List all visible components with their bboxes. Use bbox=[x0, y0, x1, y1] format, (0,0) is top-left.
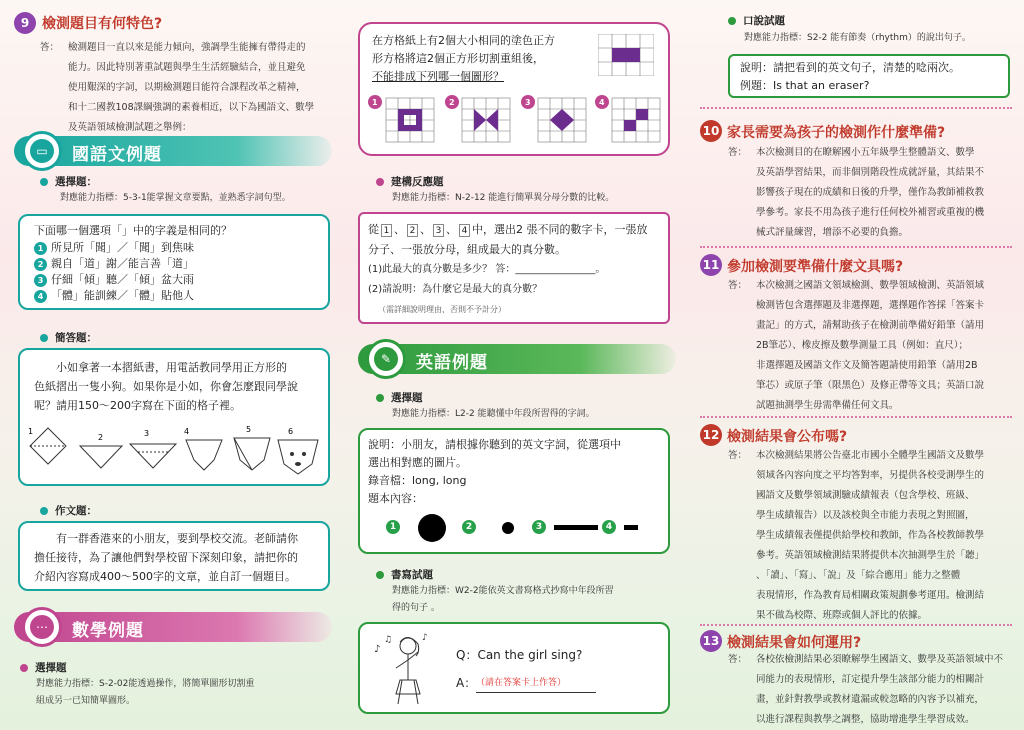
option-2-number: 2 bbox=[462, 520, 476, 534]
svg-text:1: 1 bbox=[28, 427, 34, 436]
question-12-answer: 答： 本次檢測結果將公告臺北市國小全體學生國語文及數學 領域各內容向度之平均答對率，另提供各校受測學生的 國語文及數學領域測驗成績報表（包含學校、班級、 學生成績報告）以及該校與全市能力表現之對照圖， 學生成績報表僅提供給學校和教師，作為各校教師教學 參考。英語領域檢測結果將提供本次抽測學生於「聽」 、「讀」、「寫」、「說」及「綜合應用」能力之整體 表現情形，作為教育局相關政策規劃參考運用。檢測結 果不做為校際、班際或個人評比的依據。 bbox=[728, 450, 985, 621]
grid-figure-given bbox=[598, 34, 654, 76]
speech-bubble-icon: ▭ bbox=[22, 131, 62, 171]
chinese-choice-box bbox=[18, 214, 330, 310]
chinese-essay-label: 作文題： bbox=[40, 503, 97, 518]
oral-example: 例題：Is that an eraser? bbox=[740, 79, 870, 92]
svg-text:2: 2 bbox=[449, 98, 455, 107]
chinese-essay-box bbox=[18, 521, 330, 591]
question-9-answer bbox=[40, 38, 340, 138]
svg-text:4: 4 bbox=[599, 98, 605, 107]
svg-text:2: 2 bbox=[98, 433, 104, 442]
question-12-title: 檢測結果會公布嗎? bbox=[727, 429, 848, 445]
oral-explain: 說明：請把看到的英文句子，清楚的唸兩次。 bbox=[740, 61, 960, 74]
english-oral-indicator: 對應能力指標：S2-2 能有節奏（rhythm）的說出句子。 bbox=[744, 33, 971, 43]
long-line-picture bbox=[554, 525, 598, 530]
question-11-title: 參加檢測要準備什麼文具嗎? bbox=[727, 259, 904, 275]
writing-answer-label: A： bbox=[456, 676, 477, 690]
question-11-number: 11 bbox=[700, 254, 722, 276]
question-9-number: 9 bbox=[14, 12, 36, 34]
answer-line: 檢測題目一直以來是能力傾向，強調學生能擁有帶得走的 bbox=[68, 42, 306, 53]
english-choice-box bbox=[358, 428, 670, 554]
answer-line: 和十二國教108課綱強調的素養相近，以下為國語文、數學 bbox=[68, 102, 315, 113]
english-oral-box bbox=[728, 54, 1010, 98]
question-13-number: 13 bbox=[700, 630, 722, 652]
english-section-title: 英語例題 bbox=[416, 353, 488, 373]
english-writing-box bbox=[358, 622, 670, 714]
pencil-icon: ✎ bbox=[366, 339, 406, 379]
question-13-title: 檢測結果會如何運用? bbox=[727, 635, 862, 651]
answer-line: 使用艱深的字詞，以期檢測題目能符合課程改革之精神， bbox=[68, 82, 306, 93]
question-10-number: 10 bbox=[700, 120, 722, 142]
svg-text:6: 6 bbox=[288, 427, 294, 436]
english-section-banner bbox=[358, 344, 676, 374]
english-choice-label: 選擇題 bbox=[376, 390, 423, 405]
option-1-number: 1 bbox=[386, 520, 400, 534]
short-question: 小如拿著一本摺紙書，用電話教同學用正方形的 色紙摺出一隻小狗。如果你是小如，你會怎麼跟同學說 呢？請用150～200字寫在下面的格子裡。 bbox=[34, 361, 298, 412]
option-1: 1 所見所「聞」／「聞」到焦味 bbox=[34, 240, 194, 256]
grid-options bbox=[368, 94, 664, 146]
option-4: 4 「體」能訓練／「體」貼他人 bbox=[34, 288, 194, 304]
singing-girl-illustration bbox=[370, 632, 440, 708]
svg-text:5: 5 bbox=[246, 425, 252, 434]
svg-text:1: 1 bbox=[372, 98, 378, 107]
chinese-short-box bbox=[18, 348, 330, 486]
english-choice-question: 說明：小朋友，請根據你聽到的英文字詞，從選項中 選出相對應的圖片。 錄音檔：long, long 題本內容： bbox=[368, 438, 621, 505]
math-section-title: 數學例題 bbox=[72, 621, 144, 641]
english-choice-indicator: 對應能力指標：L2-2 能聽懂中年段所習得的字詞。 bbox=[392, 409, 595, 419]
question-13-answer: 答： 各校依檢測結果必須瞭解學生國語文、數學及英語領域中不 同能力的表現情形，訂定提升學生該部分能力的相關計 畫，並針對教學或教材遺漏或較忽略的內容予以補充， 以進行課程與教學之調整，協助增進學生學習成效。 bbox=[728, 654, 1004, 725]
essay-question: 有一群香港來的小朋友，要到學校交流。老師請你 擔任接待，為了讓他們對學校留下深刻印象，請把你的 介紹內容寫成400～500字的文章，並自訂一個題目。 bbox=[34, 532, 298, 583]
origami-steps-illustration bbox=[26, 424, 326, 482]
svg-text:♪: ♪ bbox=[422, 633, 428, 643]
writing-question: Q：Can the girl sing? bbox=[456, 648, 583, 662]
small-circle-picture bbox=[502, 522, 514, 534]
question-9-title: 檢測題目有何特色? bbox=[42, 16, 163, 32]
question-12-number: 12 bbox=[700, 424, 722, 446]
chinese-section-title: 國語文例題 bbox=[72, 145, 162, 165]
chinese-choice-label: 選擇題： bbox=[40, 174, 97, 189]
option-2: 2 親自「道」謝／能言善「道」 bbox=[34, 256, 194, 272]
question-10-title: 家長需要為孩子的檢測作什麼準備? bbox=[727, 125, 946, 141]
chinese-short-label: 簡答題： bbox=[40, 330, 97, 345]
math-choice-indicator: 對應能力指標：S-2-02能透過操作，將簡單圖形切割重 組成另一已知簡單圖形。 bbox=[36, 679, 255, 706]
english-writing-label: 書寫試題 bbox=[376, 567, 433, 582]
answer-line: 及英語領域檢測試題之舉例： bbox=[68, 122, 192, 133]
math-choice-question: 在方格紙上有2個大小相同的塗色正方 形方格將這2個正方形切割重組後， 不能排成下列哪一個圖形？ bbox=[372, 34, 555, 83]
svg-text:♪: ♪ bbox=[374, 644, 381, 655]
share-icon: ⋯ bbox=[22, 607, 62, 647]
bullet-dot-icon bbox=[40, 178, 48, 186]
math-construct-box bbox=[358, 212, 670, 324]
svg-text:3: 3 bbox=[144, 429, 150, 438]
math-construct-indicator: 對應能力指標：N-2-12 能進行簡單異分母分數的比較。 bbox=[392, 193, 615, 203]
math-choice-label: 選擇題 bbox=[20, 660, 67, 675]
choice-options bbox=[34, 240, 194, 304]
math-section-banner bbox=[14, 612, 332, 642]
option-4-number: 4 bbox=[602, 520, 616, 534]
math-choice-box bbox=[358, 22, 670, 156]
chinese-choice-indicator: 對應能力指標：5-3-1能掌握文章要點，並熟悉字詞句型。 bbox=[60, 193, 291, 203]
chinese-section-banner bbox=[14, 136, 332, 166]
english-writing-indicator: 對應能力指標：W2-2能依英文書寫格式抄寫中年段所習 得的句子 。 bbox=[392, 586, 614, 613]
math-construct-label: 建構反應題 bbox=[376, 174, 444, 189]
big-circle-picture bbox=[418, 514, 446, 542]
choice-question: 下面哪一個選項「」中的字義是相同的？ bbox=[34, 224, 232, 237]
writing-answer-hint: （請在答案卡上作答） bbox=[476, 674, 596, 693]
svg-text:4: 4 bbox=[184, 427, 190, 436]
option-3: 3 仔細「傾」聽／「傾」盆大雨 bbox=[34, 272, 194, 288]
answer-line: 能力。因此特別著重試題與學生生活經驗結合，並且避免 bbox=[68, 62, 306, 73]
construct-question: 從 1 、 2 、 3 、 4 中，選出2 張不同的數字卡，一張放 分子、一張放分母，組成最大的真分數。 (1)此最大的真分數是多少？ 答：________________。 (2)請說明：為什麼它是最大的真分數？ （需詳細說明理由，否則不予計分） bbox=[368, 223, 648, 314]
english-picture-options bbox=[386, 514, 646, 542]
question-11-answer: 答： 本次檢測之國語文領域檢測、數學領域檢測、英語領域 檢測皆包含選擇題及非選擇題，選擇題作答採「答案卡 畫記」的方式，請幫助孩子在檢測前準備好鉛筆（請用 2B筆芯）、橡皮擦及數學測量工具（例如：直尺）； 非選擇題及國語文作文及簡答題請使用鉛筆（請用2B 筆芯）或原子筆（限黑色）及修正帶等文具；英語口說 試題抽測學生毋需準備任何文具。 bbox=[728, 280, 985, 411]
svg-text:3: 3 bbox=[525, 98, 531, 107]
option-3-number: 3 bbox=[532, 520, 546, 534]
short-line-picture bbox=[624, 525, 638, 530]
english-oral-label: 口說試題 bbox=[728, 13, 785, 28]
svg-text:♫: ♫ bbox=[384, 635, 393, 645]
question-10-answer: 答： 本次檢測目的在瞭解國小五年級學生整體語文、數學 及英語學習結果，而非個別階段性成就評量，其結果不 影響孩子現在的成績和日後的升學，僅作為教師補救教 學參考。家長不用為孩子進行任何校外補習或重複的機 械式評量練習，增添不必要的負擔。 bbox=[728, 147, 985, 238]
answer-label: 答： bbox=[40, 42, 60, 53]
